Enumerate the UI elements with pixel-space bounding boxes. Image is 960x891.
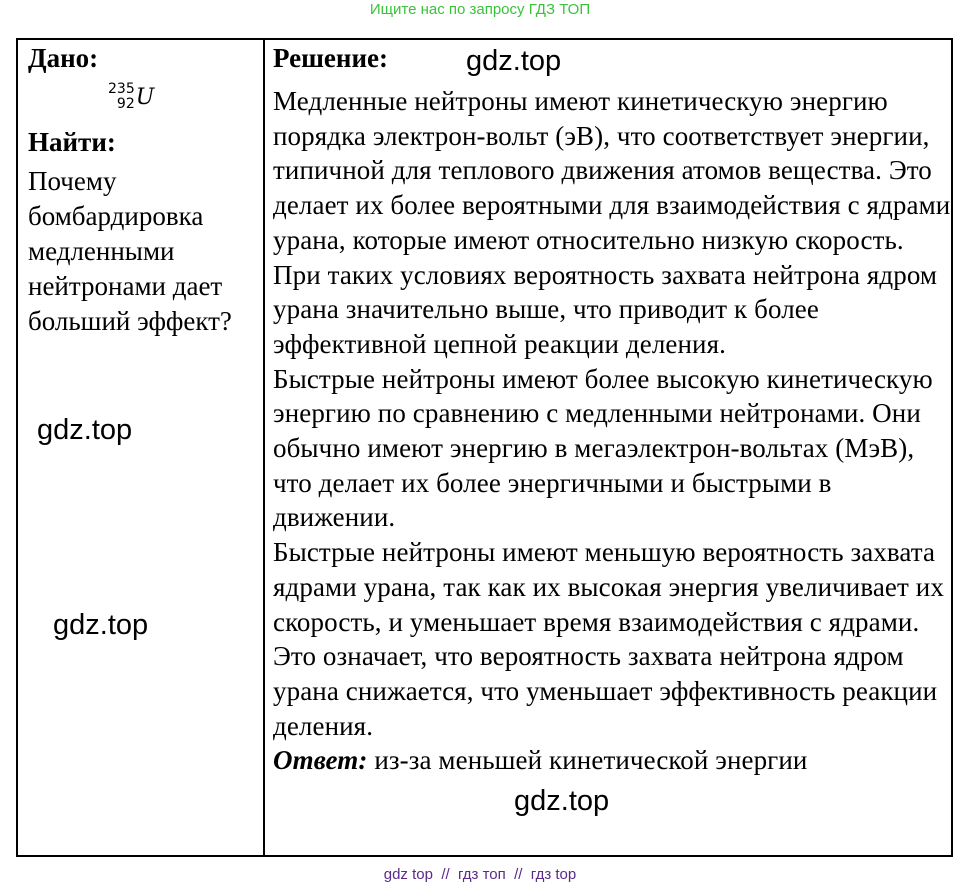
- solution-paragraph: Медленные нейтроны имеют кинетическую энергию порядка электрон-вольт (эВ), что соответствует энергии, типичной для теплового движения атомов вещества. Это делает их более вероятными для взаимодействия с ядрами урана, которые имеют относительно низкую скорость. При таких условиях вероятность захвата нейтрона ядром урана значительно выше, что приводит к более эффективной цепной реакции деления.: [273, 86, 951, 359]
- solution-column: [273, 42, 951, 778]
- bottom-banner-item: gdz top: [383, 866, 433, 883]
- formula-numbers: [108, 82, 135, 112]
- element-symbol: U: [135, 84, 155, 110]
- atomic-number: 92: [116, 96, 135, 112]
- solution-paragraph: Быстрые нейтроны имеют более высокую кинетическую энергию по сравнению с медленными нейтронами. Они обычно имеют энергию в мегаэлектрон-вольтах (МэВ), что делает их более энергичными и быстрыми в движении.: [273, 363, 933, 533]
- mass-number: 235: [108, 81, 135, 97]
- bottom-banner-item: гдз топ: [458, 866, 506, 883]
- solution-paragraph: Быстрые нейтроны имеют меньшую вероятность захвата ядрами урана, так как их высокая энергия увеличивает их скорость, и уменьшает время взаимодействия с ядрами. Это означает, что вероятность захвата нейтрона ядром урана снижается, что уменьшает эффективность реакции деления.: [273, 537, 944, 741]
- top-banner: Ищите нас по запросу ГДЗ ТОП: [369, 1, 591, 18]
- column-divider: [263, 40, 265, 855]
- uranium-formula: [108, 82, 256, 122]
- answer-line: [273, 743, 951, 778]
- bottom-banner-item: гдз top: [530, 866, 577, 883]
- solution-heading: Решение:: [273, 43, 388, 73]
- bottom-banner: [0, 866, 960, 883]
- bottom-banner-separator: //: [514, 866, 523, 883]
- answer-text: из-за меньшей кинетической энергии: [374, 745, 808, 776]
- watermark: gdz.top: [53, 609, 149, 641]
- solution-table: [16, 38, 953, 857]
- watermark: gdz.top: [466, 45, 562, 77]
- bottom-banner-separator: //: [441, 866, 450, 883]
- solution-body: [273, 84, 951, 778]
- watermark: gdz.top: [514, 785, 610, 817]
- given-heading: Дано:: [28, 43, 99, 73]
- given-column: [28, 42, 256, 339]
- answer-label: Ответ:: [273, 745, 368, 776]
- question-text: Почему бомбардировка медленными нейтронами дает больший эффект?: [28, 166, 232, 336]
- find-heading: Найти:: [28, 127, 116, 157]
- watermark: gdz.top: [37, 414, 133, 446]
